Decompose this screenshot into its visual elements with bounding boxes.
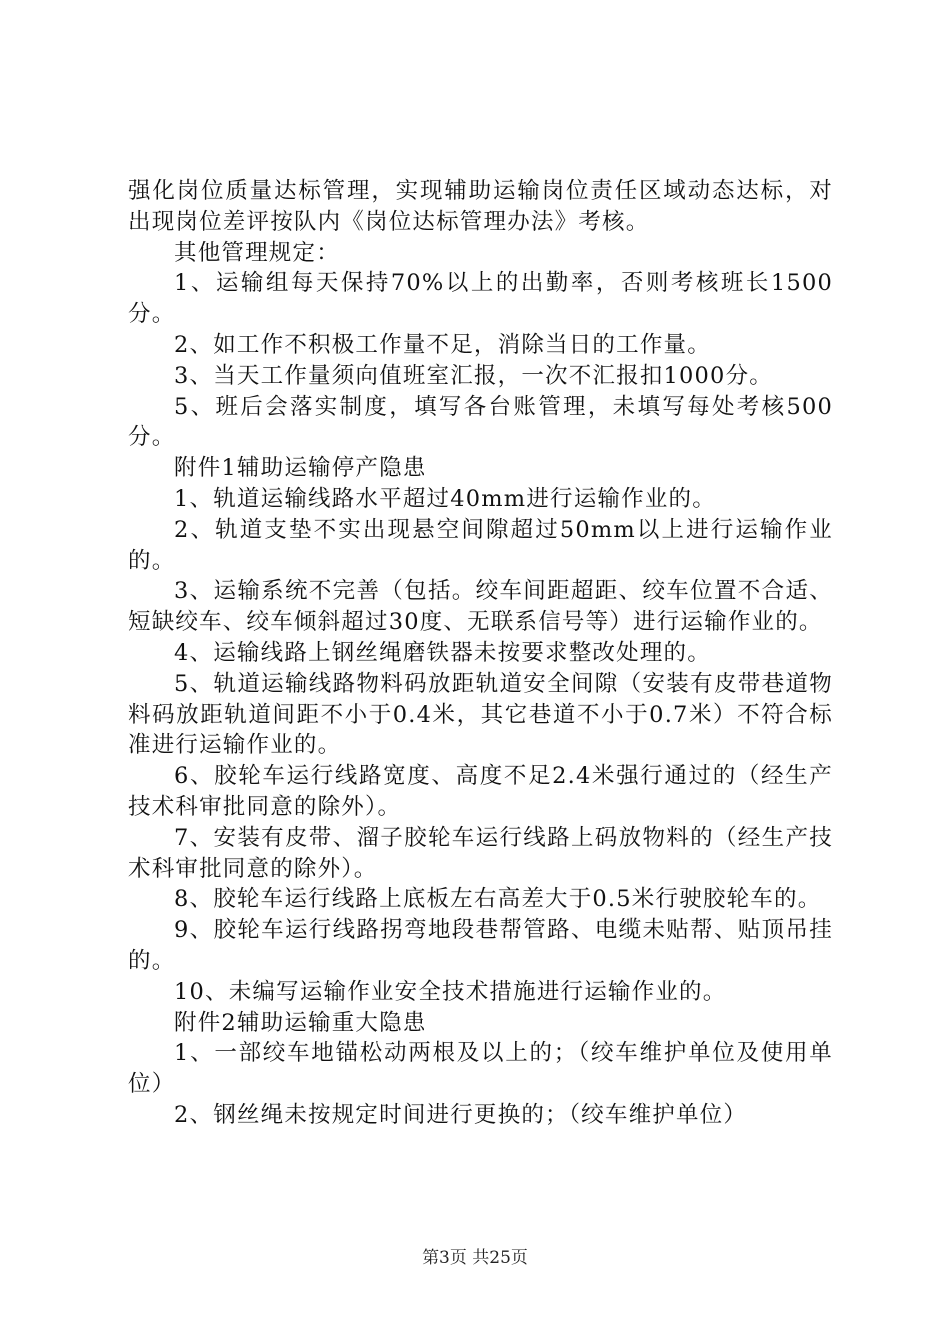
section-heading: 附件1辅助运输停产隐患: [174, 455, 427, 482]
section-heading: 其他管理规定：: [174, 239, 340, 266]
document-body: [128, 176, 833, 1131]
paragraph: 强化岗位质量达标管理，实现辅助运输岗位责任区域动态达标，对出现岗位差评按队内《岗位达标管理办法》考核。: [128, 178, 833, 235]
section-heading: 附件2辅助运输重大隐患: [174, 1009, 427, 1036]
list-item: 1、运输组每天保持70%以上的出勤率，否则考核班长1500分。: [128, 270, 833, 328]
list-item: 5、轨道运输线路物料码放距轨道安全间隙（安装有皮带巷道物料码放距轨道间距不小于0.4米，其它巷道不小于0.7米）不符合标准进行运输作业的。: [128, 670, 833, 759]
page-number-footer: 第3页 共25页: [422, 1248, 528, 1268]
list-item: 3、当天工作量须向值班室汇报，一次不汇报扣1000分。: [174, 362, 773, 389]
list-item: 3、运输系统不完善（包括。绞车间距超距、绞车位置不合适、短缺绞车、绞车倾斜超过30度、无联系信号等）进行运输作业的。: [128, 578, 833, 636]
list-item: 5、班后会落实制度，填写各台账管理，未填写每处考核500分。: [128, 393, 833, 451]
list-item: 9、胶轮车运行线路拐弯地段巷帮管路、电缆未贴帮、贴顶吊挂的。: [128, 917, 833, 974]
list-item: 4、运输线路上钢丝绳磨铁器未按要求整改处理的。: [174, 639, 711, 666]
list-item: 1、一部绞车地锚松动两根及以上的；（绞车维护单位及使用单位）: [128, 1040, 833, 1098]
list-item: 7、安装有皮带、溜子胶轮车运行线路上码放物料的（经生产技术科审批同意的除外）。: [128, 824, 833, 882]
list-item: 1、轨道运输线路水平超过40mm进行运输作业的。: [174, 485, 716, 512]
list-item: 2、钢丝绳未按规定时间进行更换的；（绞车维护单位）: [174, 1101, 748, 1128]
list-item: 8、胶轮车运行线路上底板左右高差大于0.5米行驶胶轮车的。: [174, 886, 822, 913]
list-item: 10、未编写运输作业安全技术措施进行运输作业的。: [174, 978, 727, 1005]
list-item: 2、轨道支垫不实出现悬空间隙超过50mm以上进行运输作业的。: [128, 516, 833, 574]
list-item: 6、胶轮车运行线路宽度、高度不足2.4米强行通过的（经生产技术科审批同意的除外）。: [128, 763, 833, 820]
list-item: 2、如工作不积极工作量不足，消除当日的工作量。: [174, 331, 711, 358]
